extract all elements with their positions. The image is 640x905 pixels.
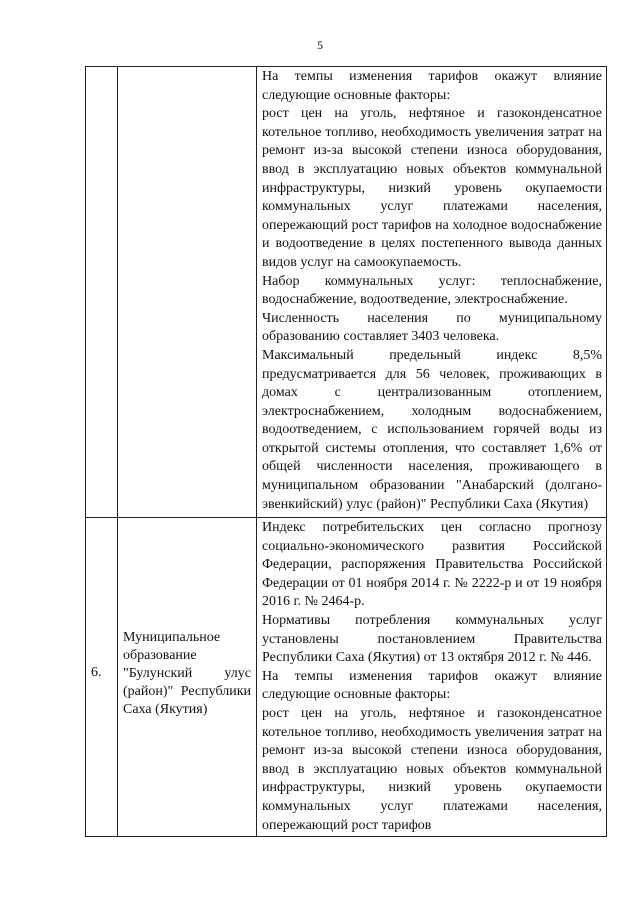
page-number: 5 bbox=[317, 38, 323, 52]
municipality-name: Муниципальное образование "Булунский улус (район)" Республики Саха (Якутия) bbox=[123, 630, 251, 717]
description-paragraph: Максимальный предельный индекс 8,5% предусматривается для 56 человек, проживающих в домах с централизованным отоплением, электроснабжением, холодным водоснабжением, водоотведением, с использованием горячей воды из открытой системы отопления, что составляет 1,6% от общей численности населения, проживающего в муниципальном образовании "Анабарский (долгано-эвенкийский) улус (район)" Республики Саха (Якутия) bbox=[262, 347, 602, 512]
row-number-cell bbox=[86, 67, 118, 518]
row-number-cell bbox=[86, 518, 118, 837]
description-paragraph: рост цен на уголь, нефтяное и газоконденсатное котельное топливо, необходимость увеличения затрат на ремонт из-за высокой степени износа оборудования, ввод в эксплуатацию новых объектов коммунальной инфраструктуры, низкий уровень окупаемости коммунальных услуг платежами населения, опережающий рост тарифов на холодное водоснабжение и водоотведение в целях постепенного вывода данных видов услуг на самоокупаемость. bbox=[262, 106, 602, 270]
description-paragraph: Численность населения по муниципальному образованию составляет 3403 человека. bbox=[262, 310, 602, 345]
description-paragraph: На темпы изменения тарифов окажут влияние следующие основные факторы: bbox=[262, 668, 602, 703]
row-number: 6. bbox=[91, 665, 102, 680]
description-cell bbox=[257, 518, 607, 837]
row-number bbox=[86, 67, 117, 517]
municipality-name bbox=[118, 67, 256, 69]
description-paragraph: Набор коммунальных услуг: теплоснабжение, водоснабжение, водоотведение, электроснабжение. bbox=[262, 273, 602, 308]
description-cell bbox=[257, 67, 607, 518]
description-paragraph: рост цен на уголь, нефтяное и газоконденсатное котельное топливо, необходимость увеличения затрат на ремонт из-за высокой степени износа оборудования, ввод в эксплуатацию новых объектов коммунальной инфраструктуры, низкий уровень окупаемости коммунальных услуг платежами населения, опережающий рост тарифов bbox=[262, 705, 602, 833]
description-paragraph: Индекс потребительских цен согласно прогнозу социально-экономического развития Российской Федерации, распоряжения Правительства Российской Федерации от 01 ноября 2014 г. № 2222-р и от 19 ноября 2016 г. № 2464-р. bbox=[262, 520, 602, 610]
tariff-table bbox=[85, 66, 607, 837]
description-paragraph: Нормативы потребления коммунальных услуг установлены постановлением Правительства Республики Саха (Якутия) от 13 октября 2012 г. № 446. bbox=[262, 612, 602, 666]
municipality-cell bbox=[118, 67, 257, 518]
description-paragraph: На темпы изменения тарифов окажут влияние следующие основные факторы: bbox=[262, 69, 602, 103]
municipality-cell bbox=[118, 518, 257, 837]
table-row bbox=[86, 67, 607, 518]
table-row bbox=[86, 518, 607, 837]
